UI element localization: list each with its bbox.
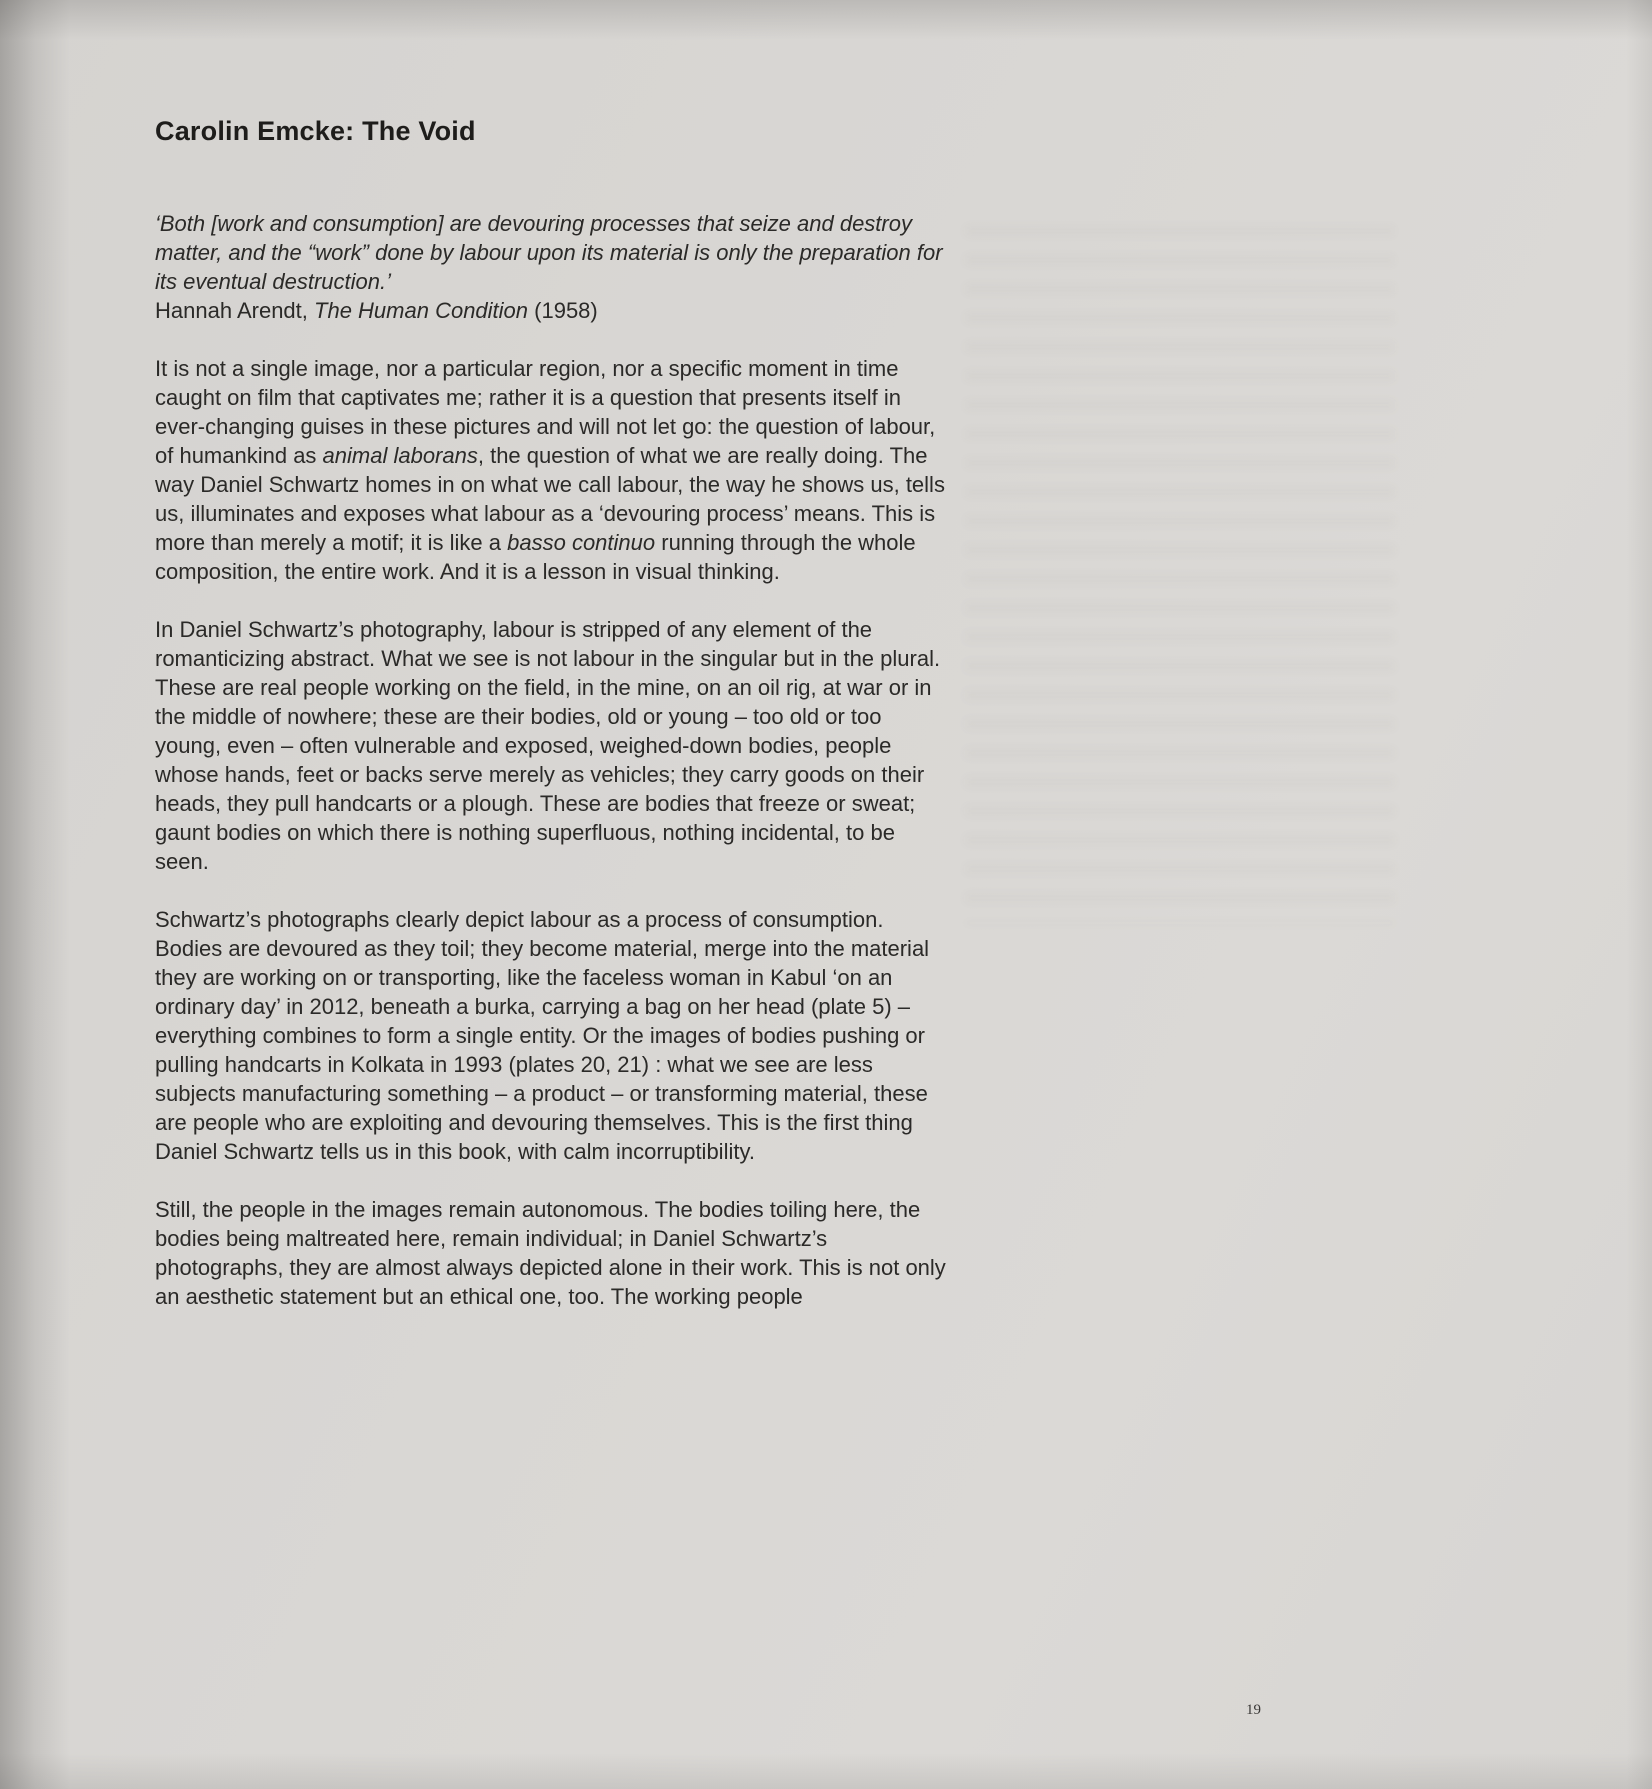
page-gutter-shadow bbox=[0, 0, 70, 1789]
epigraph-quote: ‘Both [work and consumption] are devouring processes that seize and destroy matter, and the “work” done by labour upon its material is only the preparation for its eventual destruction.’ bbox=[155, 211, 943, 294]
page-top-shadow bbox=[0, 0, 1652, 40]
paragraph-3: Schwartz’s photographs clearly depict labour as a process of consumption. Bodies are devoured as they toil; they become material, merge into the material they are working on or transporting, like the faceless woman in Kabul ‘on an ordinary day’ in 2012, beneath a burka, carrying a bag on her head (plate 5) – everything combines to form a single entity. Or the images of bodies pushing or pulling handcarts in Kolkata in 1993 (plates 20, 21) : what we see are less subjects manufacturing something – a product – or transforming material, these are people who are exploiting and devouring themselves. This is the first thing Daniel Schwartz tells us in this book, with calm incorruptibility. bbox=[155, 907, 930, 1164]
page-title: Carolin Emcke: The Void bbox=[155, 116, 476, 146]
paragraph-2: In Daniel Schwartz’s photography, labour is stripped of any element of the romanticizing abstract. What we see is not labour in the singular but in the plural. These are real people working on the field, in the mine, on an oil rig, at war or in the middle of nowhere; these are their bodies, old or young – too old or too young, even – often vulnerable and exposed, weighed-down bodies, people whose hands, feet or backs serve merely as vehicles; they carry goods on their heads, they pull handcarts or a plough. These are bodies that freeze or sweat; gaunt bodies on which there is nothing superfluous, nothing incidental, to be seen. bbox=[155, 617, 941, 874]
paragraph-4: Still, the people in the images remain autonomous. The bodies toiling here, the bodies being maltreated here, remain individual; in Daniel Schwartz’s photographs, they are almost always depicted alone in their work. This is not only an aesthetic statement but an ethical one, too. The working people bbox=[155, 1197, 946, 1309]
reverse-page-showthrough bbox=[965, 225, 1395, 925]
page-right-shadow bbox=[1626, 0, 1652, 1789]
text-column bbox=[155, 116, 950, 1311]
epigraph-attribution: Hannah Arendt, The Human Condition (1958) bbox=[155, 298, 598, 323]
body-text bbox=[155, 209, 950, 1311]
paragraph-1: It is not a single image, nor a particular region, nor a specific moment in time caught on film that captivates me; rather it is a question that presents itself in ever-changing guises in these pictures and will not let go: the question of labour, of humankind as animal laborans, the question of what we are really doing. The way Daniel Schwartz homes in on what we call labour, the way he shows us, tells us, illuminates and exposes what labour as a ‘devouring process’ means. This is more than merely a motif; it is like a basso continuo running through the whole composition, the entire work. And it is a lesson in visual thinking. bbox=[155, 356, 945, 584]
page-bottom-shadow bbox=[0, 1753, 1652, 1789]
page-number: 19 bbox=[1246, 1702, 1261, 1718]
